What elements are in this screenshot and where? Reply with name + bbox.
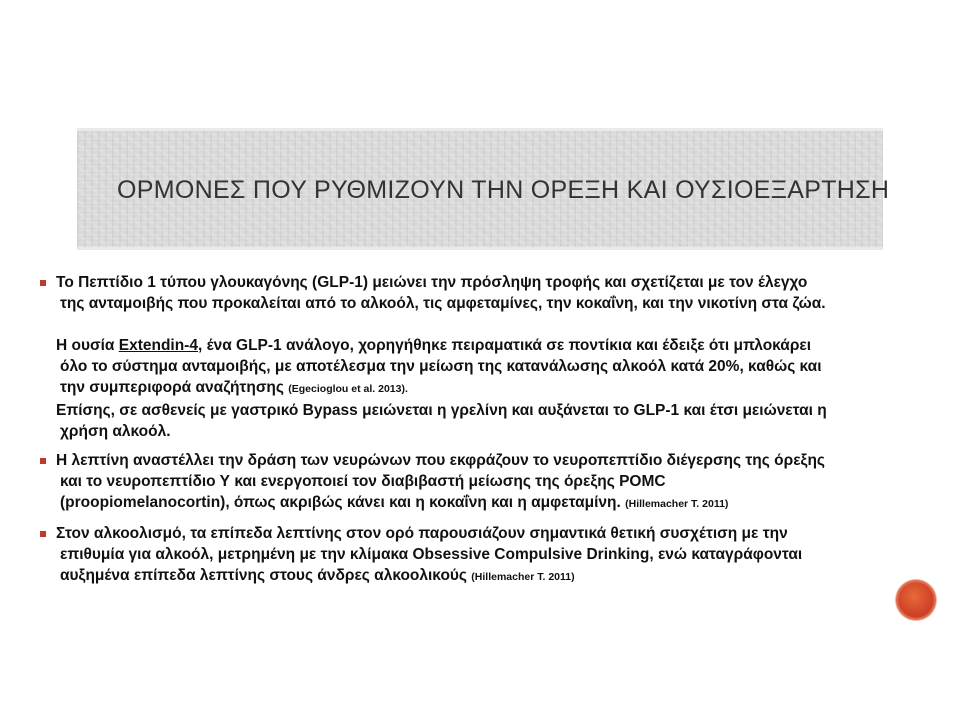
bullet-line: και το νευροπεπτίδιο Υ και ενεργοποιεί τον διαβιβαστή μείωσης της όρεξης POMC [60,473,666,490]
bullet-glp1 [38,272,918,442]
bullet-line: την συμπεριφορά αναζήτησης (Egecioglou et al. 2013). [60,379,408,396]
bullet-line: Επίσης, σε ασθενείς με γαστρικό Bypass μειώνεται η γρελίνη και αυξάνεται το GLP-1 και έτσι μειώνεται η [56,402,827,419]
bullet-marker-icon [40,531,46,537]
bullet-line: Η ουσία Extendin-4, ένα GLP-1 ανάλογο, χορηγήθηκε πειραματικά σε ποντίκια και έδειξε ότι μπλοκάρει [56,337,812,354]
citation: (Hillemacher T. 2011) [471,571,575,583]
bullet-line: αυξημένα επίπεδα λεπτίνης στους άνδρες αλκοολικούς (Hillemacher T. 2011) [60,567,575,584]
slide-content [38,272,918,596]
bullet-line: επιθυμία για αλκοόλ, μετρημένη με την κλίμακα Obsessive Compulsive Drinking, ενώ καταγράφονται [60,546,803,563]
citation: (Hillemacher T. 2011) [625,498,729,510]
bullet-line: Η λεπτίνη αναστέλλει την δράση των νευρώνων που εκφράζουν το νευροπεπτίδιο διέγερσης της όρεξης [56,452,825,469]
slide-nav-circle-icon[interactable] [898,582,934,618]
bullet-alcoholism [38,523,918,588]
bullet-line: χρήση αλκοόλ. [60,423,171,440]
bullet-line: όλο το σύστημα ανταμοιβής, με αποτέλεσμα την μείωση της κατανάλωσης αλκοόλ κατά 20%, καθώς και [60,358,822,375]
title-banner [77,128,890,250]
bullet-marker-icon [40,458,46,464]
bullet-marker-icon [40,280,46,286]
bullet-line: (proopiomelanocortin), όπως ακριβώς κάνει και η κοκαΐνη και η αμφεταμίνη. (Hillemacher T. 2011) [60,494,729,511]
bullet-line: Στον αλκοολισμό, τα επίπεδα λεπτίνης στον ορό παρουσιάζουν σημαντικά θετική συσχέτιση με την [56,525,788,542]
citation: (Egecioglou et al. 2013). [288,383,408,395]
extendin-link: Extendin-4 [118,337,198,354]
bullet-line: Το Πεπτίδιο 1 τύπου γλουκαγόνης (GLP-1) μειώνει την πρόσληψη τροφής και σχετίζεται με τον έλεγχο [56,274,808,291]
bullet-line: της ανταμοιβής που προκαλείται από το αλκοόλ, τις αμφεταμίνες, την κοκαΐνη, και την νικοτίνη στα ζώα. [60,295,826,312]
slide-title: ΟΡΜΟΝΕΣ ΠΟΥ ΡΥΘΜΙΖΟΥΝ ΤΗΝ ΟΡΕΞΗ ΚΑΙ ΟΥΣΙΟΕΞΑΡΤΗΣΗ [117,176,890,204]
bullet-leptin [38,450,918,515]
